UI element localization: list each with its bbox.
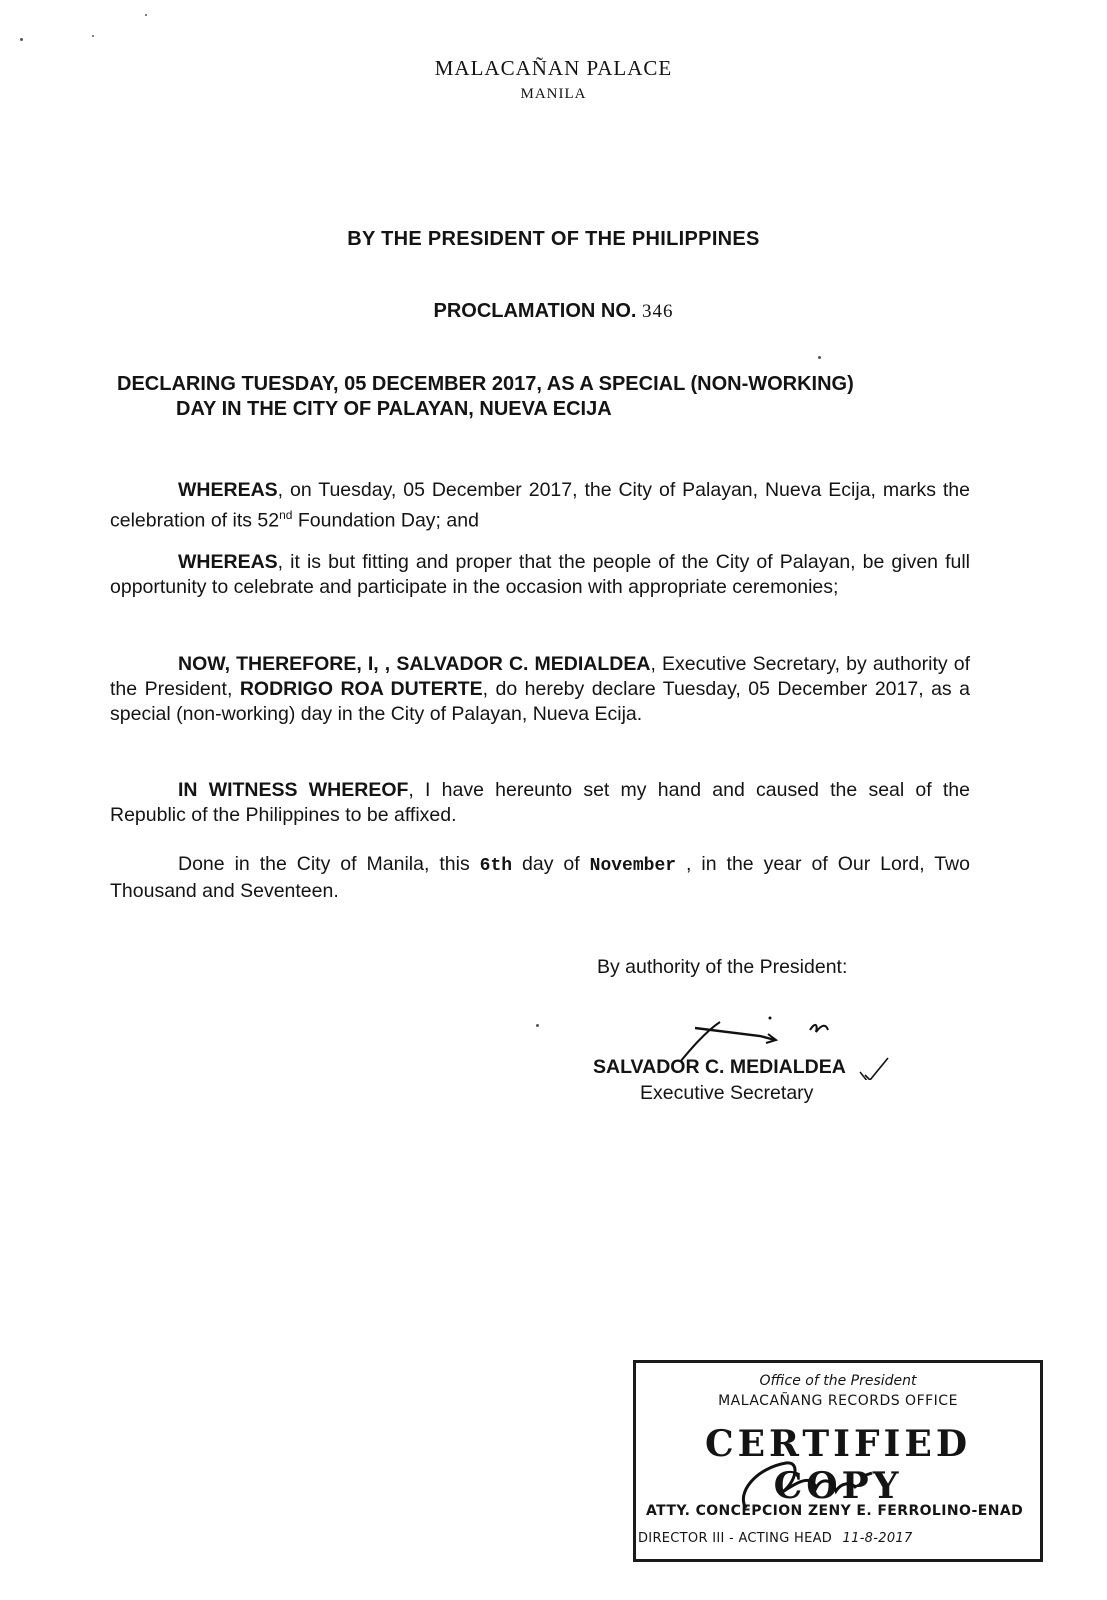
proclamation-title-line2: DAY IN THE CITY OF PALAYAN, NUEVA ECIJA xyxy=(176,398,612,420)
authority-line: By authority of the President: xyxy=(597,956,848,978)
stamp-position-text: DIRECTOR III - ACTING HEAD xyxy=(638,1531,833,1546)
stamp-records-office: MALACAÑANG RECORDS OFFICE xyxy=(718,1393,958,1409)
scan-speck xyxy=(536,1024,539,1027)
proclamation-heading xyxy=(0,300,1107,323)
paragraph-text: Done in the City of Manila, this xyxy=(178,853,480,875)
issuer-heading: BY THE PRESIDENT OF THE PHILIPPINES xyxy=(347,228,760,250)
palace-header: MALACAÑAN PALACE xyxy=(434,56,673,80)
stamp-certified-copy: CERTIFIED COPY xyxy=(704,1423,972,1507)
paragraph-text: day of xyxy=(512,853,590,875)
paragraph-lead: NOW, THEREFORE, I, , SALVADOR C. MEDIALDEA xyxy=(178,653,651,675)
paragraph-text: , it is but fitting and proper that the people of the City of Palayan, be given full opportunity to celebrate and participate in the occasion with appropriate ceremonies; xyxy=(110,551,970,598)
signer-title: Executive Secretary xyxy=(640,1082,814,1104)
stamp-office: Office of the President xyxy=(759,1373,917,1389)
paragraph-whereas-1 xyxy=(110,478,970,534)
paragraph-text: , do hereby declare Tuesday, 05 December 2017, as a special (non-working) day in the City of Palayan, Nueva Ecija. xyxy=(110,678,970,725)
stamp-officer-name: ATTY. CONCEPCION ZENY E. FERROLINO-ENAD xyxy=(646,1503,1024,1519)
proclamation-title-line1: DECLARING TUESDAY, 05 DECEMBER 2017, AS A SPECIAL (NON-WORKING) xyxy=(117,373,854,395)
paragraph-now-therefore xyxy=(110,652,970,727)
paragraph-text: , I have hereunto set my hand and caused the seal of the Republic of the Philippines to be affixed. xyxy=(110,779,970,826)
paragraph-text: , Executive Secretary, by authority of the President, xyxy=(110,653,970,700)
ordinal-suffix: nd xyxy=(279,508,293,522)
paragraph-done-in xyxy=(110,852,970,904)
signer-name: SALVADOR C. MEDIALDEA xyxy=(593,1056,846,1078)
paragraph-lead: WHEREAS xyxy=(178,551,278,573)
city-header: MANILA xyxy=(520,86,587,102)
scan-speck xyxy=(818,356,821,359)
president-name: RODRIGO ROA DUTERTE xyxy=(239,678,483,700)
scan-speck xyxy=(20,38,23,41)
paragraph-text: , in the year of Our Lord, Two Thousand and Seventeen. xyxy=(110,853,970,902)
proclamation-label: PROCLAMATION NO. xyxy=(433,300,637,322)
scan-speck xyxy=(145,14,147,16)
paragraph-lead: WHEREAS xyxy=(178,479,278,501)
scan-speck xyxy=(92,35,94,37)
paragraph-in-witness xyxy=(110,778,970,828)
paragraph-text: Foundation Day; and xyxy=(292,509,479,532)
typed-day: 6th xyxy=(479,856,513,876)
stamp-officer-position xyxy=(638,1531,913,1546)
typed-month: November xyxy=(589,856,677,876)
certified-copy-stamp xyxy=(633,1360,1043,1562)
paragraph-lead: IN WITNESS WHEREOF xyxy=(178,779,409,801)
stamp-date: 11-8-2017 xyxy=(842,1531,913,1546)
proclamation-number: 346 xyxy=(642,301,674,322)
paragraph-whereas-2 xyxy=(110,550,970,600)
paragraph-text: , on Tuesday, 05 December 2017, the City of Palayan, Nueva Ecija, marks the celebration of its 52 xyxy=(110,479,970,532)
